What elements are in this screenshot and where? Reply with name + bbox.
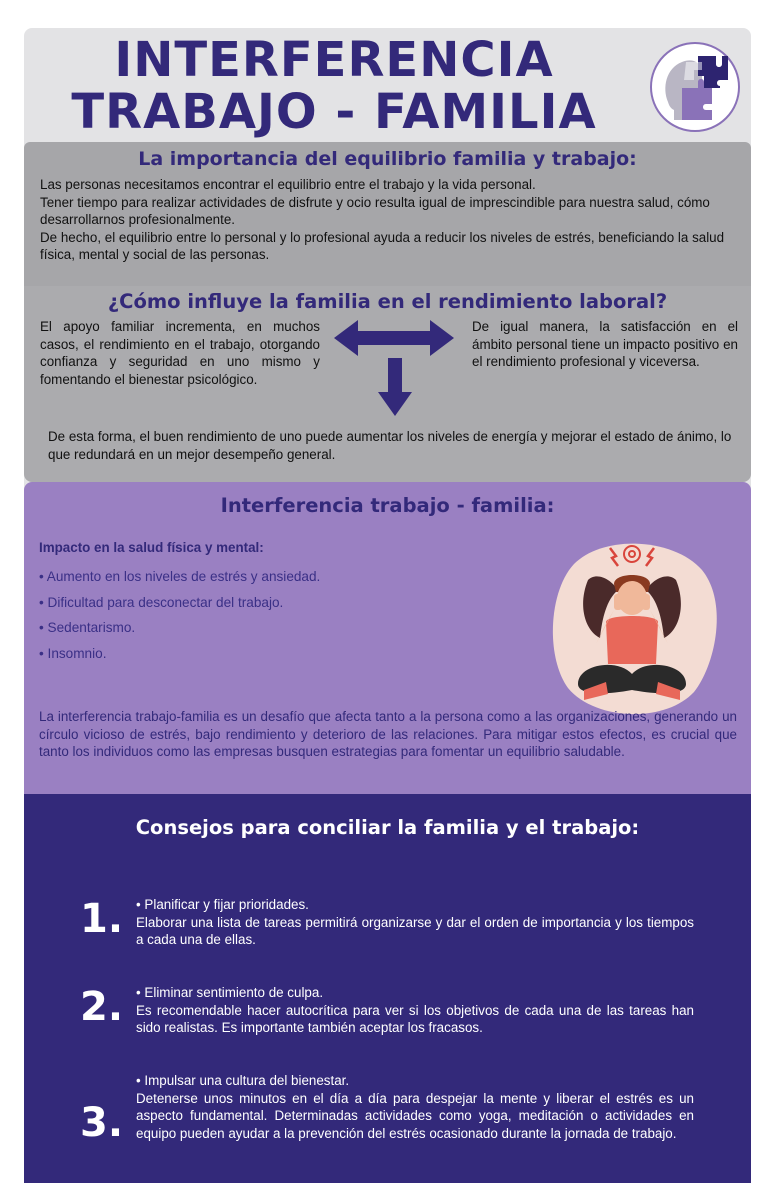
double-arrow-icon <box>330 316 460 426</box>
tip-number: 3. <box>80 1100 124 1146</box>
interferencia-heading: Interferencia trabajo - familia: <box>220 494 555 517</box>
tip-number: 2. <box>80 984 124 1030</box>
tip-title: • Eliminar sentimiento de culpa. <box>136 985 324 1000</box>
tip-title: • Planificar y fijar prioridades. <box>136 897 309 912</box>
interferencia-summary: La interferencia trabajo-familia es un desafío que afecta tanto a la persona como a las organizaciones, generando un círculo vicioso de estrés, bajo rendimiento y deterioro de las relaciones. Para mitigar estos efectos, es crucial que tanto los individuos como las empresas busquen estrategias para fomentar un equilibrio saludable. <box>39 709 737 759</box>
tip-number: 1. <box>80 896 124 942</box>
impact-item: • Aumento en los niveles de estrés y ansiedad. <box>39 569 321 584</box>
impact-item: • Sedentarismo. <box>39 620 136 635</box>
tip-title: • Impulsar una cultura del bienestar. <box>136 1073 350 1088</box>
equilibrio-text <box>40 176 735 264</box>
equilibrio-heading: La importancia del equilibrio familia y trabajo: <box>138 148 637 170</box>
equilibrio-section <box>24 142 751 286</box>
equilibrio-p1: Las personas necesitamos encontrar el equilibrio entre el trabajo y la vida personal. <box>40 177 536 192</box>
title-line-1: INTERFERENCIA <box>114 32 554 88</box>
infographic-card <box>24 28 751 1183</box>
rendimiento-right-text: De igual manera, la satisfacción en el ámbito personal tiene un impacto positivo en el rendimiento profesional y viceversa. <box>472 319 738 369</box>
consejos-heading: Consejos para conciliar la familia y el trabajo: <box>135 816 640 839</box>
page-title <box>24 28 644 138</box>
tip-body: Detenerse unos minutos en el día a día para despejar la mente y liberar el estrés es un aspecto fundamental. Determinadas actividades como yoga, meditación o actividades en equipo pueden ayudar a la prevención del estrés ocasionado durante la jornada de trabajo. <box>136 1090 694 1141</box>
consejos-section <box>24 794 751 1183</box>
rendimiento-section <box>24 286 751 482</box>
tip-body: Es recomendable hacer autocrítica para ver si los objetivos de cada una de las tareas han sido realistas. Es importante también aceptar los fracasos. <box>136 1002 694 1035</box>
equilibrio-p3: De hecho, el equilibrio entre lo personal y lo profesional ayuda a reducir los niveles de estrés, beneficiando la salud física, mental y social de las personas. <box>40 229 725 262</box>
impact-list <box>39 564 320 666</box>
rendimiento-bottom-text: De esta forma, el buen rendimiento de uno puede aumentar los niveles de energía y mejorar el estado de ánimo, lo que redundará en un mejor desempeño general. <box>48 429 732 462</box>
stressed-person-illustration <box>544 534 720 724</box>
impact-item: • Dificultad para desconectar del trabajo. <box>39 594 284 610</box>
tip-text <box>136 984 694 1037</box>
rendimiento-heading: ¿Cómo influye la familia en el rendimiento laboral? <box>107 290 668 313</box>
rendimiento-left-text: El apoyo familiar incrementa, en muchos casos, el rendimiento en el trabajo, otorgando confianza y seguridad en uno mismo y fomentando el bienestar psicológico. <box>40 319 320 387</box>
tip-body: Elaborar una lista de tareas permitirá organizarse y dar el orden de importancia y los tiempos a cada una de ellas. <box>136 914 694 947</box>
tip-text <box>136 1072 694 1142</box>
title-line-2: TRABAJO - FAMILIA <box>71 84 597 140</box>
equilibrio-p2: Tener tiempo para realizar actividades de disfrute y ocio resulta igual de imprescindible para nuestra salud, cómo desarrollarnos profesionalmente. <box>40 194 710 227</box>
tip-text <box>136 896 694 949</box>
impact-heading: Impacto en la salud física y mental: <box>39 540 264 555</box>
impact-item: • Insomnio. <box>39 645 107 661</box>
puzzle-head-icon <box>648 40 742 134</box>
interferencia-section <box>24 482 751 794</box>
